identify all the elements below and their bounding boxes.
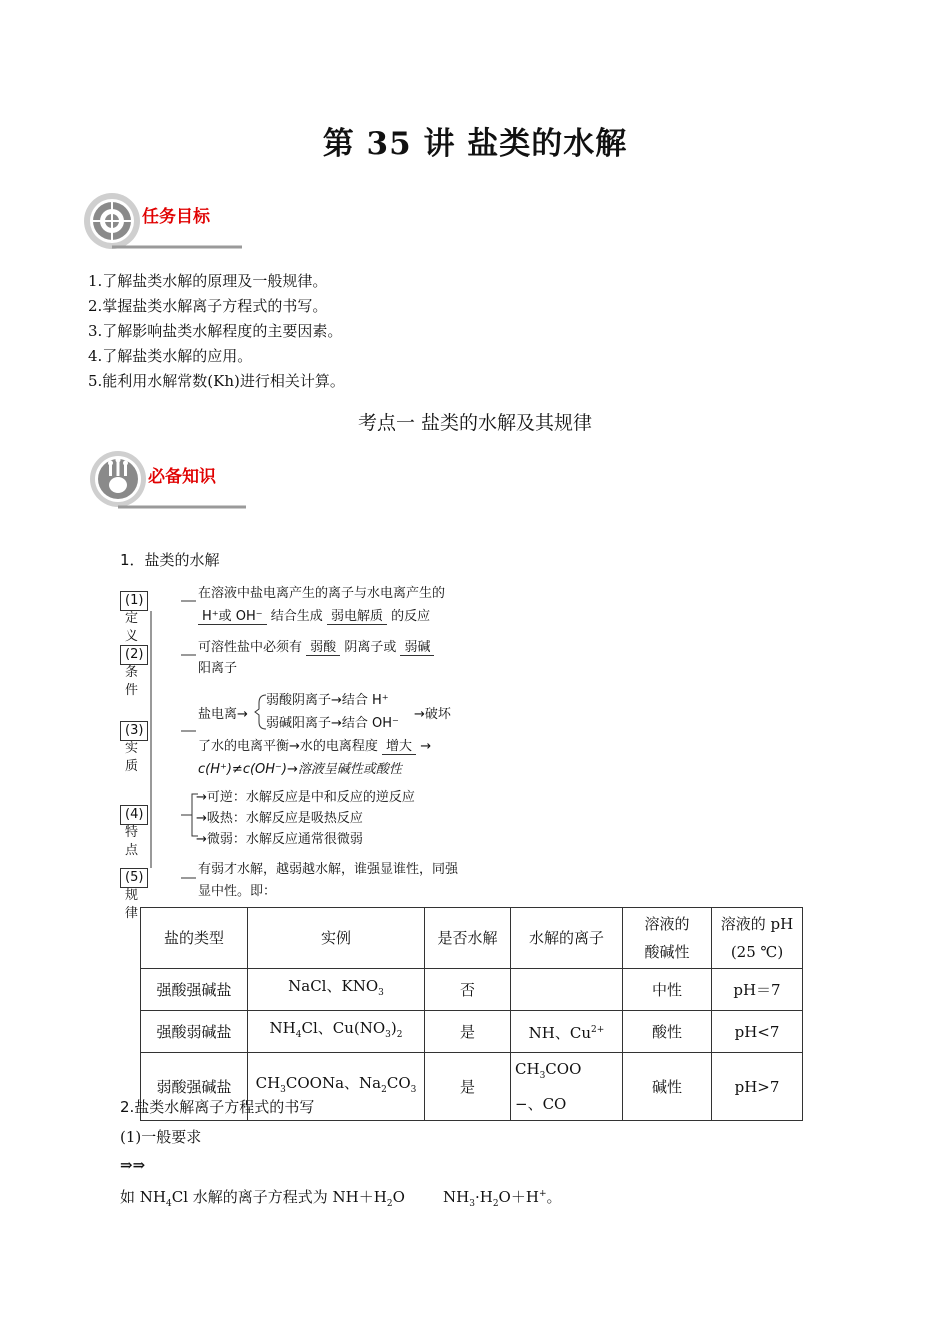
label-condition: (2)条件 (120, 645, 148, 665)
goal-item: 4.了解盐类水解的应用。 (88, 347, 253, 365)
rules-line1: 有弱才水解，越弱越水解，谁强显谁性，同强 (198, 862, 459, 877)
table-cell: 弱酸强碱盐 (141, 1053, 248, 1121)
essence-line2-text: 了水的电离平衡→水的电离程度 (198, 739, 378, 754)
condition-text-a: 可溶性盐中必须有 (198, 640, 303, 655)
heading-equation: 2.盐类水解离子方程式的书写 (120, 1098, 315, 1116)
table-header: 溶液的 pH (25 ℃) (712, 908, 803, 969)
table-cell: NH、$Cu^{2+}$ (511, 1011, 623, 1053)
label-features: (4)特点 (120, 805, 148, 825)
feature-weak: →微弱：水解反应通常很微弱 (196, 832, 363, 847)
table-cell: $CH_3COO$ −、CO (511, 1053, 623, 1121)
table-cell (511, 969, 623, 1011)
table-cell: 碱性 (623, 1053, 712, 1121)
blank-increase: 增大 (382, 735, 416, 755)
condition-line2: 阳离子 (198, 661, 238, 676)
condition-text-b: 阴离子或 (344, 640, 397, 655)
blank-weak-electrolyte: 弱电解质 (327, 605, 387, 625)
feature-endothermic: →吸热：水解反应是吸热反应 (196, 811, 363, 826)
table-row (141, 1011, 803, 1053)
goal-item: 3.了解影响盐类水解程度的主要因素。 (88, 322, 343, 340)
section-title: 考点一 盐类的水解及其规律 (357, 412, 593, 434)
example-equation: 如 $NH_4Cl$ 水解的离子方程式为 $NH+H_2O$ $NH_3\cdot H_2O+H^+$。 (120, 1188, 562, 1209)
definition-end: 的反应 (391, 609, 431, 624)
table-cell: 强酸弱碱盐 (141, 1011, 248, 1053)
table-cell: 酸性 (623, 1011, 712, 1053)
goal-item: 2.掌握盐类水解离子方程式的书写。 (88, 297, 328, 315)
hydrolysis-table (140, 907, 803, 1121)
essence-line2-arrow: → (420, 739, 432, 754)
blank-weak-acid: 弱酸 (306, 636, 340, 656)
feature-reversible: →可逆：水解反应是中和反应的逆反应 (196, 790, 415, 805)
essence-line3: c(H⁺)≠c(OH⁻)→溶液呈碱性或酸性 (198, 762, 402, 777)
condition-line1 (198, 636, 434, 656)
table-cell: 是 (425, 1053, 511, 1121)
definition-line2 (198, 605, 430, 625)
table-cell: 强酸强碱盐 (141, 969, 248, 1011)
table-header: 实例 (248, 908, 425, 969)
table-cell: pH>7 (712, 1053, 803, 1121)
table-header: 盐的类型 (141, 908, 248, 969)
essence-line2 (198, 735, 431, 755)
table-cell: pH<7 (712, 1011, 803, 1053)
table-header-row (141, 908, 803, 969)
rules-line2: 显中性。即： (198, 884, 277, 899)
label-rules: (5)规律 (120, 868, 148, 888)
table-cell: $NH_4Cl$、$Cu(NO_3)_2$ (248, 1011, 425, 1053)
heading-hydrolysis: 1．盐类的水解 (120, 551, 220, 569)
section-label: 任务目标 (142, 207, 210, 227)
definition-line1: 在溶液中盐电离产生的离子与水电离产生的 (198, 586, 446, 601)
essence-branch-1: 弱酸阴离子→结合 H⁺ (266, 693, 389, 708)
table-header: 溶液的酸碱性 (623, 908, 712, 969)
goal-item: 1.了解盐类水解的原理及一般规律。 (88, 272, 328, 290)
section-label: 必备知识 (148, 467, 216, 487)
essence-branch-2: 弱碱阳离子→结合 OH⁻ (266, 716, 399, 731)
table-cell: $CH_3COONa$、$Na_2CO_3$ (248, 1053, 425, 1121)
label-definition: (1)定义 (120, 591, 148, 611)
table-cell: pH＝7 (712, 969, 803, 1011)
essence-salt-ionize: 盐电离→ (198, 707, 248, 722)
arrow-symbols: ⇒⇒ (120, 1156, 146, 1174)
goal-item: 5.能利用水解常数(Kh)进行相关计算。 (88, 372, 345, 390)
table-cell: 否 (425, 969, 511, 1011)
table-cell: NaCl、$KNO_3$ (248, 969, 425, 1011)
table-cell: 是 (425, 1011, 511, 1053)
definition-mid: 结合生成 (270, 609, 323, 624)
label-essence: (3)实质 (120, 721, 148, 741)
table-row (141, 969, 803, 1011)
essence-destroy: →破坏 (414, 707, 451, 722)
blank-weak-base: 弱碱 (400, 636, 434, 656)
blank-h-oh: H⁺或 OH⁻ (198, 605, 267, 625)
page-title: 第 35 讲 盐类的水解 (322, 126, 628, 162)
table-header: 水解的离子 (511, 908, 623, 969)
sub-heading-general: (1)一般要求 (120, 1128, 202, 1146)
table-cell: 中性 (623, 969, 712, 1011)
table-header: 是否水解 (425, 908, 511, 969)
